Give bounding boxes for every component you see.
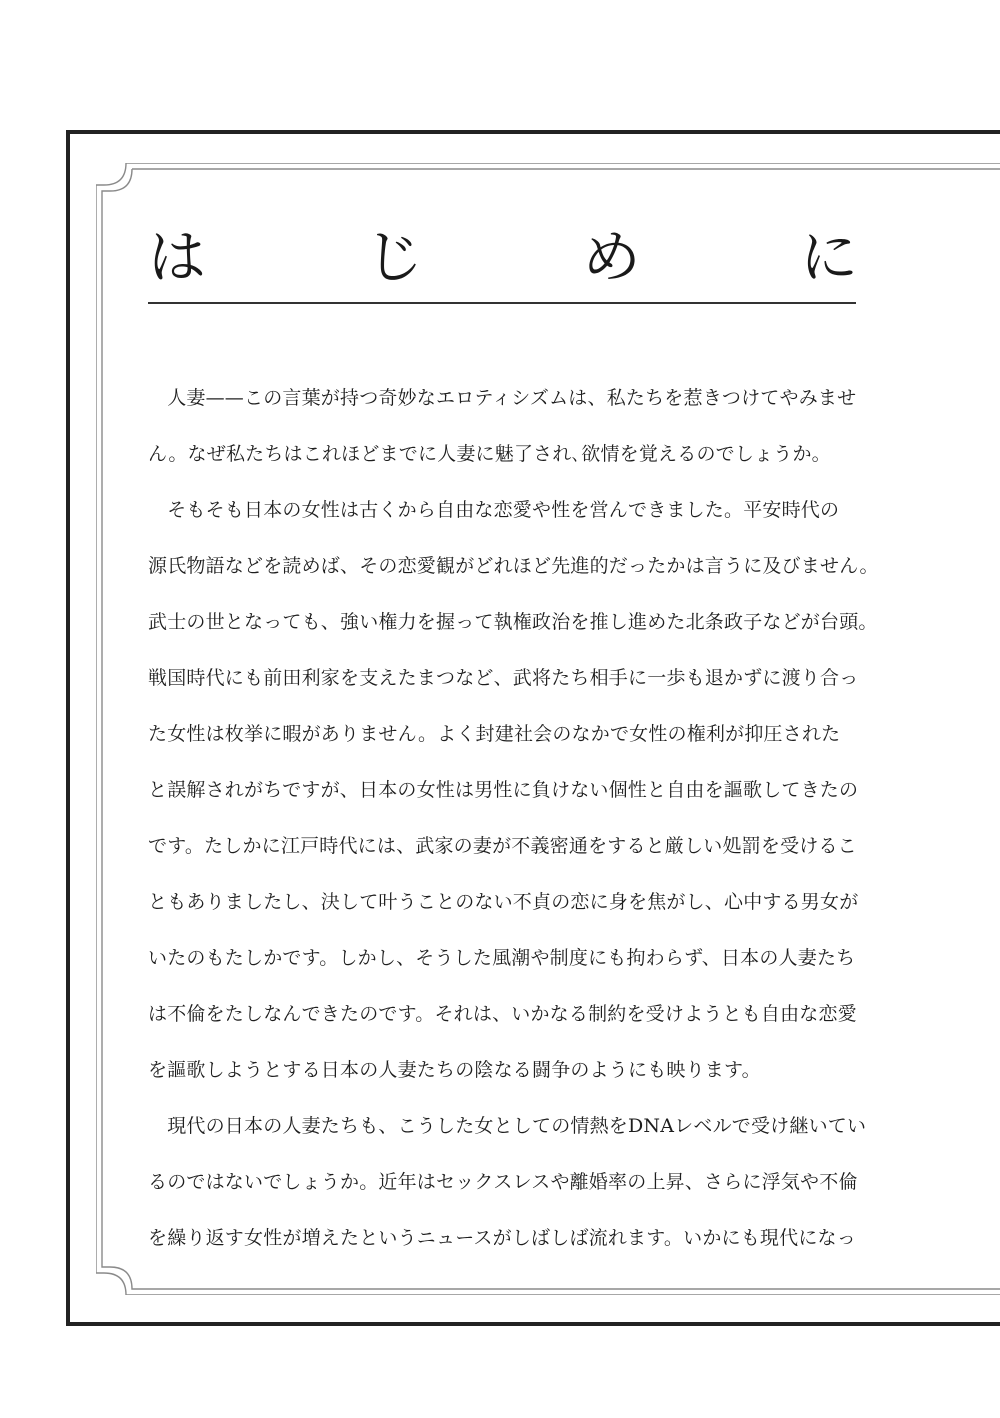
title-char: は [148,223,207,291]
text-line: 人妻——この言葉が持つ奇妙なエロティシズムは、私たちを惹きつけてやみませ [148,387,857,409]
text-line: ともありましたし、決して叶うことのない不貞の恋に身を焦がし、心中する男女が [148,891,859,913]
page-title [148,222,858,292]
text-line: 現代の日本の人妻たちも、こうした女としての情熱をDNAレベルで受け継いてい [148,1115,867,1137]
title-char: じ [365,223,424,291]
body-text [148,380,879,1276]
text-line: を謳歌しようとする日本の人妻たちの陰なる闘争のようにも映ります。 [148,1059,761,1081]
text-line: るのではないでしょうか。近年はセックスレスや離婚率の上昇、さらに浮気や不倫 [148,1171,858,1193]
text-line: た女性は枚挙に暇がありません。よく封建社会のなかで女性の権利が抑圧された [148,723,841,745]
text-line: を繰り返す女性が増えたというニュースがしばしば流れます。いかにも現代になっ [148,1227,856,1249]
title-char: め [582,223,641,291]
text-line: ん。なぜ私たちはこれほどまでに人妻に魅了され､欲情を覚えるのでしょうか。 [148,443,831,465]
text-line: 武士の世となっても、強い権力を握って執権政治を推し進めた北条政子などが台頭。 [148,611,878,633]
text-line: は不倫をたしなんできたのです。それは、いかなる制約を受けようとも自由な恋愛 [148,1003,857,1025]
text-line: いたのもたしかです。しかし、そうした風潮や制度にも拘わらず、日本の人妻たち [148,947,856,969]
text-line: そもそも日本の女性は古くから自由な恋愛や性を営んできました。平安時代の [148,499,840,521]
text-line: と誤解されがちですが、日本の女性は男性に負けない個性と自由を謳歌してきたの [148,779,859,801]
title-underline [148,302,856,304]
text-line: です。たしかに江戸時代には、武家の妻が不義密通をすると厳しい処罰を受けるこ [148,835,857,857]
text-line: 源氏物語などを読めば、その恋愛観がどれほど先進的だったかは言うに及びません。 [148,555,879,577]
title-char: に [799,223,858,291]
text-line: 戦国時代にも前田利家を支えたまつなど、武将たち相手に一歩も退かずに渡り合っ [148,667,859,689]
